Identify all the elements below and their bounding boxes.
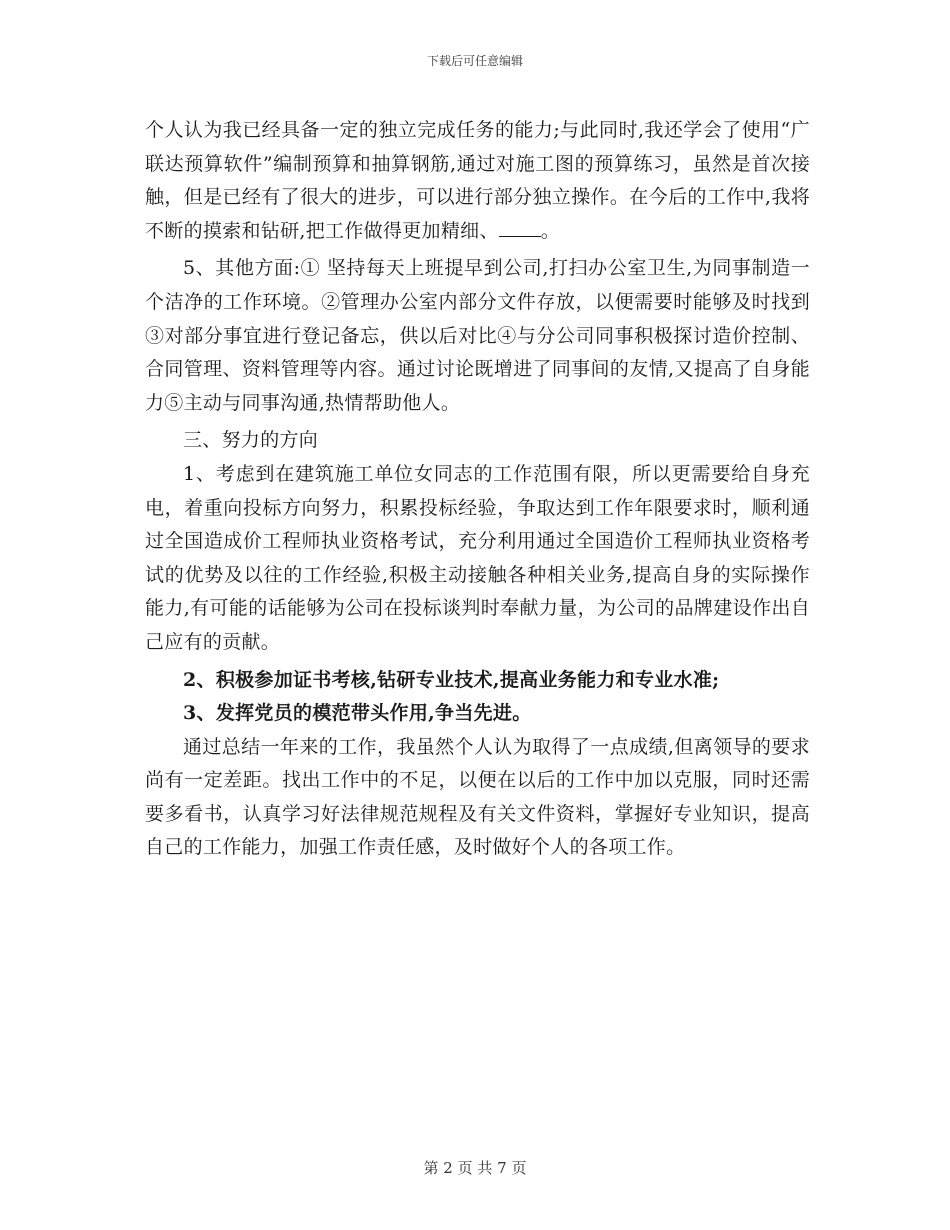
paragraph-direction-1: 1、考虑到在建筑施工单位女同志的工作范围有限，所以更需要给自身充电，着重向投标方向努力，积累投标经验，争取达到工作年限要求时，顺利通过全国造成价工程师执业资格考试，充分利用通过全国造价工程师执业资格考试的优势及以往的工作经验,积极主动接触各种相关业务,提高自身的实际操作能力,有可能的话能够为公司在投标谈判时奉献力量，为公司的品牌建设作出自己应有的贡献。: [145, 462, 810, 653]
fill-blank: [499, 218, 541, 237]
page-number: 第 2 页 共 7 页: [423, 1159, 527, 1177]
document-body: [145, 114, 810, 865]
paragraph-summary: 通过总结一年来的工作，我虽然个人认为取得了一点成绩,但离领导的要求尚有一定差距。找出工作中的不足，以便在以后的工作中加以克服，同时还需要多看书，认真学习好法律规范规程及有关文件资料，掌握好专业知识，提高自己的工作能力，加强工作责任感，及时做好个人的各项工作。: [145, 735, 810, 859]
page-header: 下载后可任意编辑: [426, 54, 523, 68]
paragraph-end: 。: [540, 219, 561, 242]
paragraph-direction-3: 3、发挥党员的模范带头作用,争当先进。: [183, 702, 532, 725]
paragraph-software-skills: [145, 114, 810, 248]
paragraph-other-aspects: 5、其他方面:① 坚持每天上班提早到公司,打扫办公室卫生,为同事制造一个洁净的工作环境。②管理办公室内部分文件存放，以便需要时能够及时找到③对部分事宜进行登记备忘，供以后对比④与分公司同事积极探讨造价控制、合同管理、资料管理等内容。通过讨论既增进了同事间的友情,又提高了自身能力⑤主动与同事沟通,热情帮助他人。: [145, 257, 810, 414]
paragraph-direction-2: 2、积极参加证书考核,钻研专业技术,提高业务能力和专业水准;: [183, 668, 720, 691]
section-heading-direction: 三、努力的方向: [183, 429, 319, 452]
paragraph-text: 个人认为我已经具备一定的独立完成任务的能力;与此同时,我还学会了使用“广联达预算软件”编制预算和抽算钢筋,通过对施工图的预算练习，虽然是首次接触，但是已经有了很大的进步，可以进行部分独立操作。在今后的工作中,我将不断的摸索和钻研,把工作做得更加精细、: [145, 119, 810, 242]
